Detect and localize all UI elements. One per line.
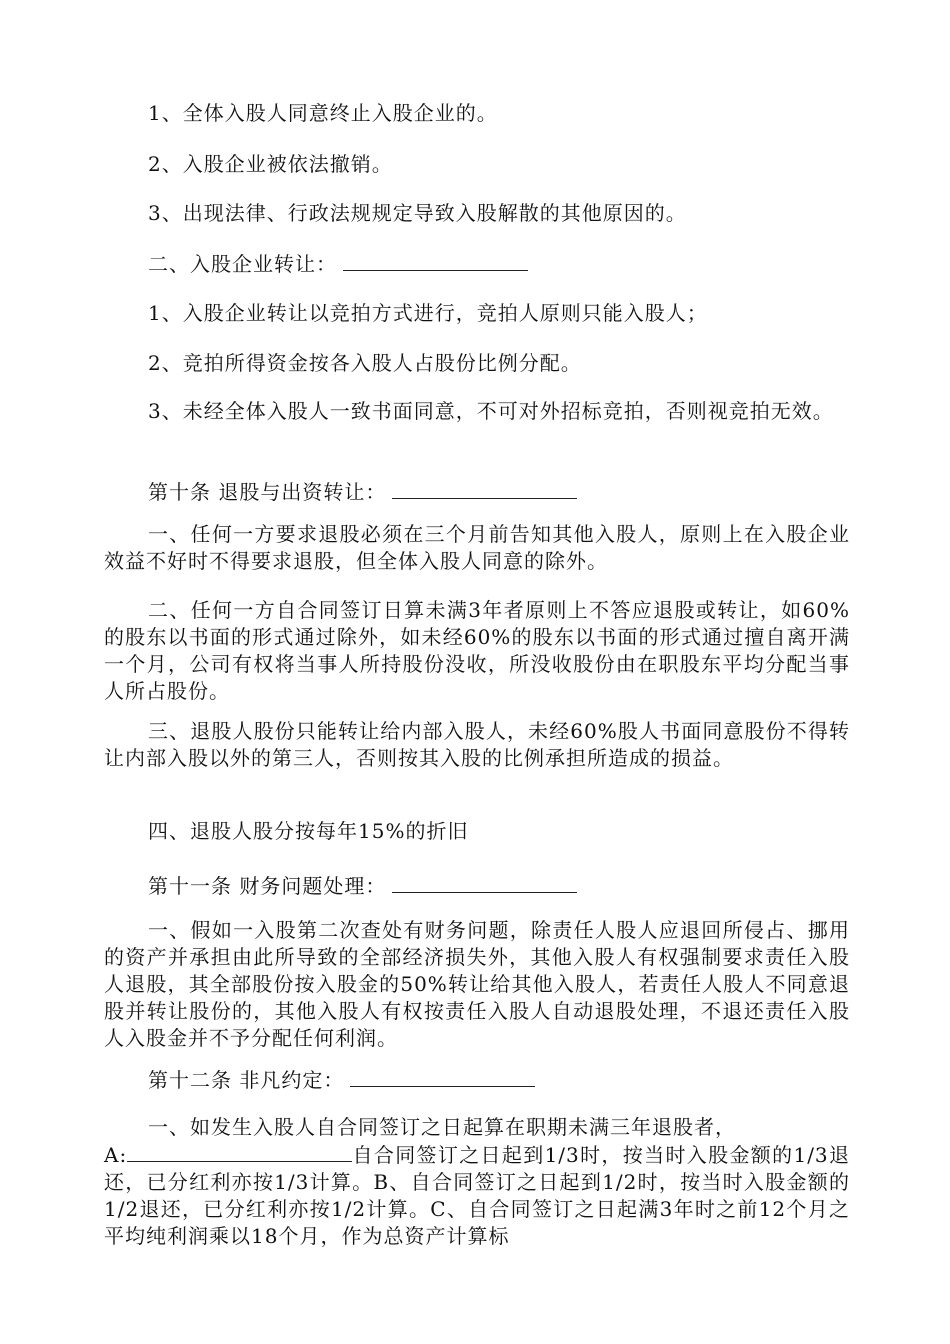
fill-in-blank [392,478,577,499]
clause-paragraph: 一、任何一方要求退股必须在三个月前告知其他入股人，原则上在入股企业效益不好时不得要求退股，但全体入股人同意的除外。 [104,522,850,573]
article-heading [104,478,850,506]
fill-in-blank [127,1141,352,1162]
fill-in-blank [343,250,528,271]
clause-paragraph: 二、任何一方自合同签订日算未满3年者原则上不答应退股或转让，如60%的股东以书面的形式通过除外，如未经60%的股东以书面的形式通过擅自离开满一个月，公司有权将当事人所持股份没收，所没收股份由在职股东平均分配当事人所占股份。 [104,598,850,703]
clause-text: 自合同签订之日起到1/3时，按当时入股金额的1/3退还，已分红利亦按1/3计算。B、自合同签订之日起到1/2时，按当时入股金额的1/2退还，已分红利亦按1/2计算。C、自合同签订之日起满3年时之前12个月之平均纯利润乘以18个月，作为总资产计算标 [104,1143,850,1248]
clause-item: 2、入股企业被依法撤销。 [148,152,393,176]
clause-paragraph-continued [104,1141,850,1250]
article-heading-text: 第十一条 财务问题处理： [148,874,387,898]
article-heading [104,872,850,900]
fill-in-blank [392,872,577,893]
article-heading-text: 第十条 退股与出资转让： [148,480,387,504]
fill-in-blank [350,1066,535,1087]
article-heading [104,1066,850,1094]
section-heading-text: 二、入股企业转让： [148,252,337,276]
clause-item: 四、退股人股分按每年15%的折旧 [148,819,469,843]
clause-item: 3、未经全体入股人一致书面同意，不可对外招标竞拍，否则视竞拍无效。 [148,399,834,423]
article-heading-text: 第十二条 非凡约定： [148,1068,345,1092]
clause-paragraph: 三、退股人股份只能转让给内部入股人，未经60%股人书面同意股份不得转让内部入股以外的第三人，否则按其入股的比例承担所造成的损益。 [104,719,850,770]
clause-paragraph-intro: 一、如发生入股人自合同签订之日起算在职期未满三年退股者， [148,1115,736,1139]
clause-item: 1、入股企业转让以竞拍方式进行，竞拍人原则只能入股人； [148,301,708,325]
clause-item: 3、出现法律、行政法规规定导致入股解散的其他原因的。 [148,201,687,225]
clause-item: 2、竞拍所得资金按各入股人占股份比例分配。 [148,351,582,375]
clause-paragraph: 一、假如一入股第二次查处有财务问题，除责任人股人应退回所侵占、挪用的资产并承担由此所导致的全部经济损失外，其他入股人有权强制要求责任入股人退股，其全部股份按入股金的50%转让给其他入股人，若责任人股人不同意退股并转让股份的，其他入股人有权按责任入股人自动退股处理，不退还责任入股人入股金并不予分配任何利润。 [104,918,850,1050]
section-heading [104,250,850,278]
clause-item: 1、全体入股人同意终止入股企业的。 [148,101,498,125]
clause-label: A: [104,1143,128,1167]
